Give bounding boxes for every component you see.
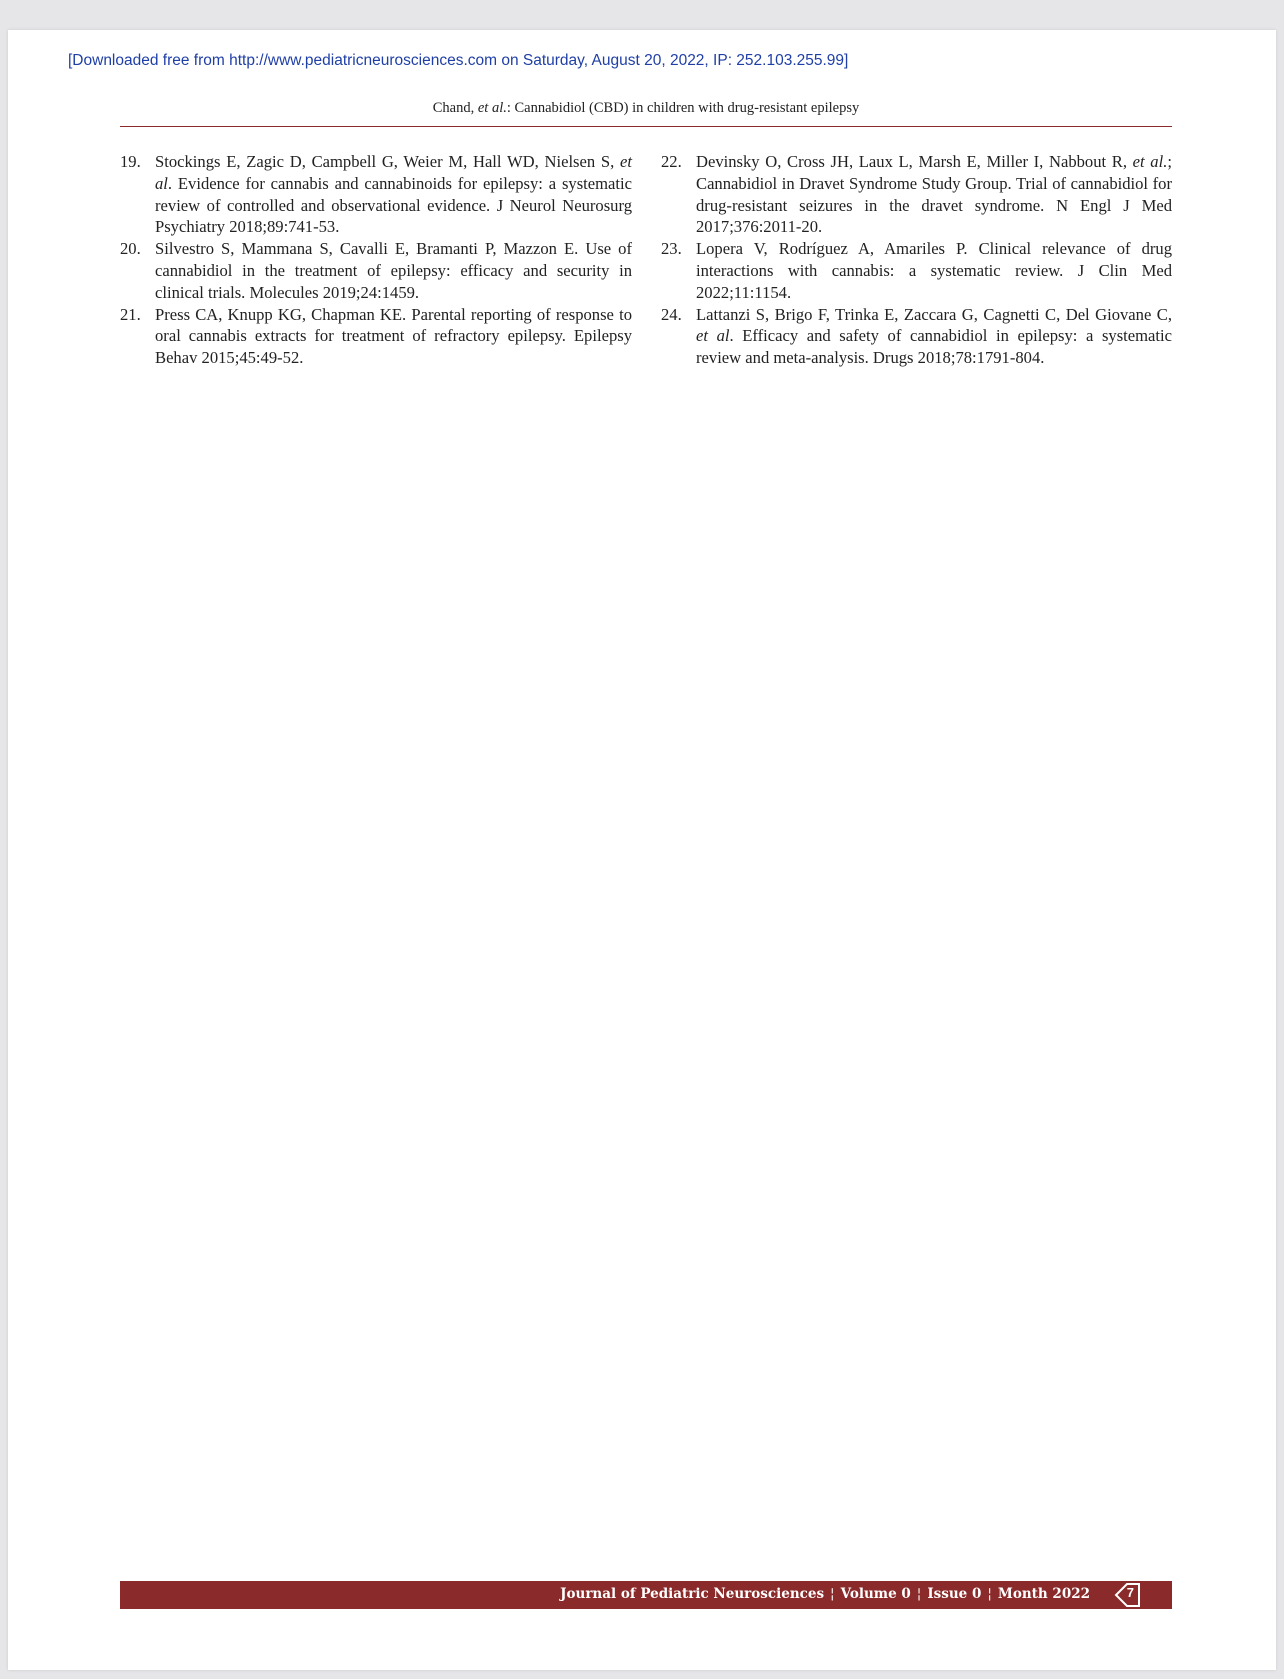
header-rule — [120, 126, 1172, 127]
reference-number: 20. — [120, 239, 141, 259]
reference-text-part: . Efficacy and safety of cannabidiol in epilepsy: a systematic review and meta-analysis. Drugs 2018;78:1791-804. — [696, 326, 1173, 368]
reference-number: 22. — [661, 152, 682, 171]
reference-23 — [661, 238, 1172, 303]
reference-21 — [120, 304, 632, 369]
running-head-etal: et al. — [477, 100, 507, 116]
reference-text — [155, 151, 632, 238]
reference-text: Silvestro S, Mammana S, Cavalli E, Bramanti P, Mazzon E. Use of cannabidiol in the treatment of epilepsy: efficacy and security in clinical trials. Molecules 2019;24:1459. — [155, 239, 632, 302]
footer-issue: Issue 0 — [927, 1586, 982, 1602]
running-head-authors: Chand, — [432, 100, 478, 116]
reference-number: 21. — [120, 304, 141, 324]
reference-text-part: Lattanzi S, Brigo F, Trinka E, Zaccara G, Cagnetti C, Del Giovane C, — [696, 304, 1172, 324]
reference-etal: et al — [696, 326, 730, 346]
document-page — [8, 30, 1276, 1670]
footer-separator: ¦ — [987, 1586, 992, 1602]
reference-text-part: Stockings E, Zagic D, Campbell G, Weier M, Hall WD, Nielsen S, — [155, 152, 621, 171]
download-note: [Downloaded free from http://www.pediatricneurosciences.com on Saturday, August 20, 2022, IP: 252.103.255.99] — [68, 52, 849, 69]
reference-19 — [120, 151, 632, 238]
footer-journal-name: Journal of Pediatric Neurosciences — [560, 1586, 825, 1602]
running-head — [120, 100, 1172, 117]
reference-number: 19. — [120, 152, 141, 171]
footer-volume: Volume 0 — [840, 1586, 911, 1602]
reference-text-part: . Evidence for cannabis and cannabinoids for epilepsy: a systematic review of controlled and observational evidence. J Neurol Neurosurg Psychiatry 2018;89:741-53. — [155, 173, 632, 237]
footer-journal-info — [560, 1586, 1090, 1602]
reference-20 — [120, 238, 632, 303]
reference-etal: et al. — [1132, 152, 1168, 171]
footer-bar — [120, 1581, 1172, 1609]
footer-separator: ¦ — [916, 1586, 922, 1602]
reference-24 — [661, 304, 1172, 369]
reference-text — [696, 151, 1172, 238]
reference-text: Press CA, Knupp KG, Chapman KE. Parental reporting of response to oral cannabis extracts for treatment of refractory epilepsy. Epilepsy Behav 2015;45:49-52. — [155, 304, 632, 368]
page-number: 7 — [1126, 1585, 1134, 1600]
reference-text-part: ; Cannabidiol in Dravet Syndrome Study Group. Trial of cannabidiol for drug-resistant seizures in the dravet syndrome. N Engl J Med 2017;376:2011-20. — [696, 152, 1172, 237]
running-head-title: : Cannabidiol (CBD) in children with drug-resistant epilepsy — [506, 100, 860, 116]
reference-etal: et al — [155, 152, 632, 193]
reference-number: 23. — [661, 239, 682, 259]
footer-month: Month 2022 — [997, 1586, 1090, 1602]
references-right-column — [661, 151, 1172, 369]
reference-text: Lopera V, Rodríguez A, Amariles P. Clinical relevance of drug interactions with cannabis: a systematic review. J Clin Med 2022;11:1154. — [696, 239, 1172, 302]
reference-text — [696, 304, 1172, 369]
reference-text-part: Devinsky O, Cross JH, Laux L, Marsh E, Miller I, Nabbout R, — [696, 152, 1133, 171]
reference-22 — [661, 151, 1172, 238]
footer-separator: ¦ — [830, 1586, 835, 1602]
references-left-column — [120, 151, 632, 369]
reference-number: 24. — [661, 304, 682, 324]
